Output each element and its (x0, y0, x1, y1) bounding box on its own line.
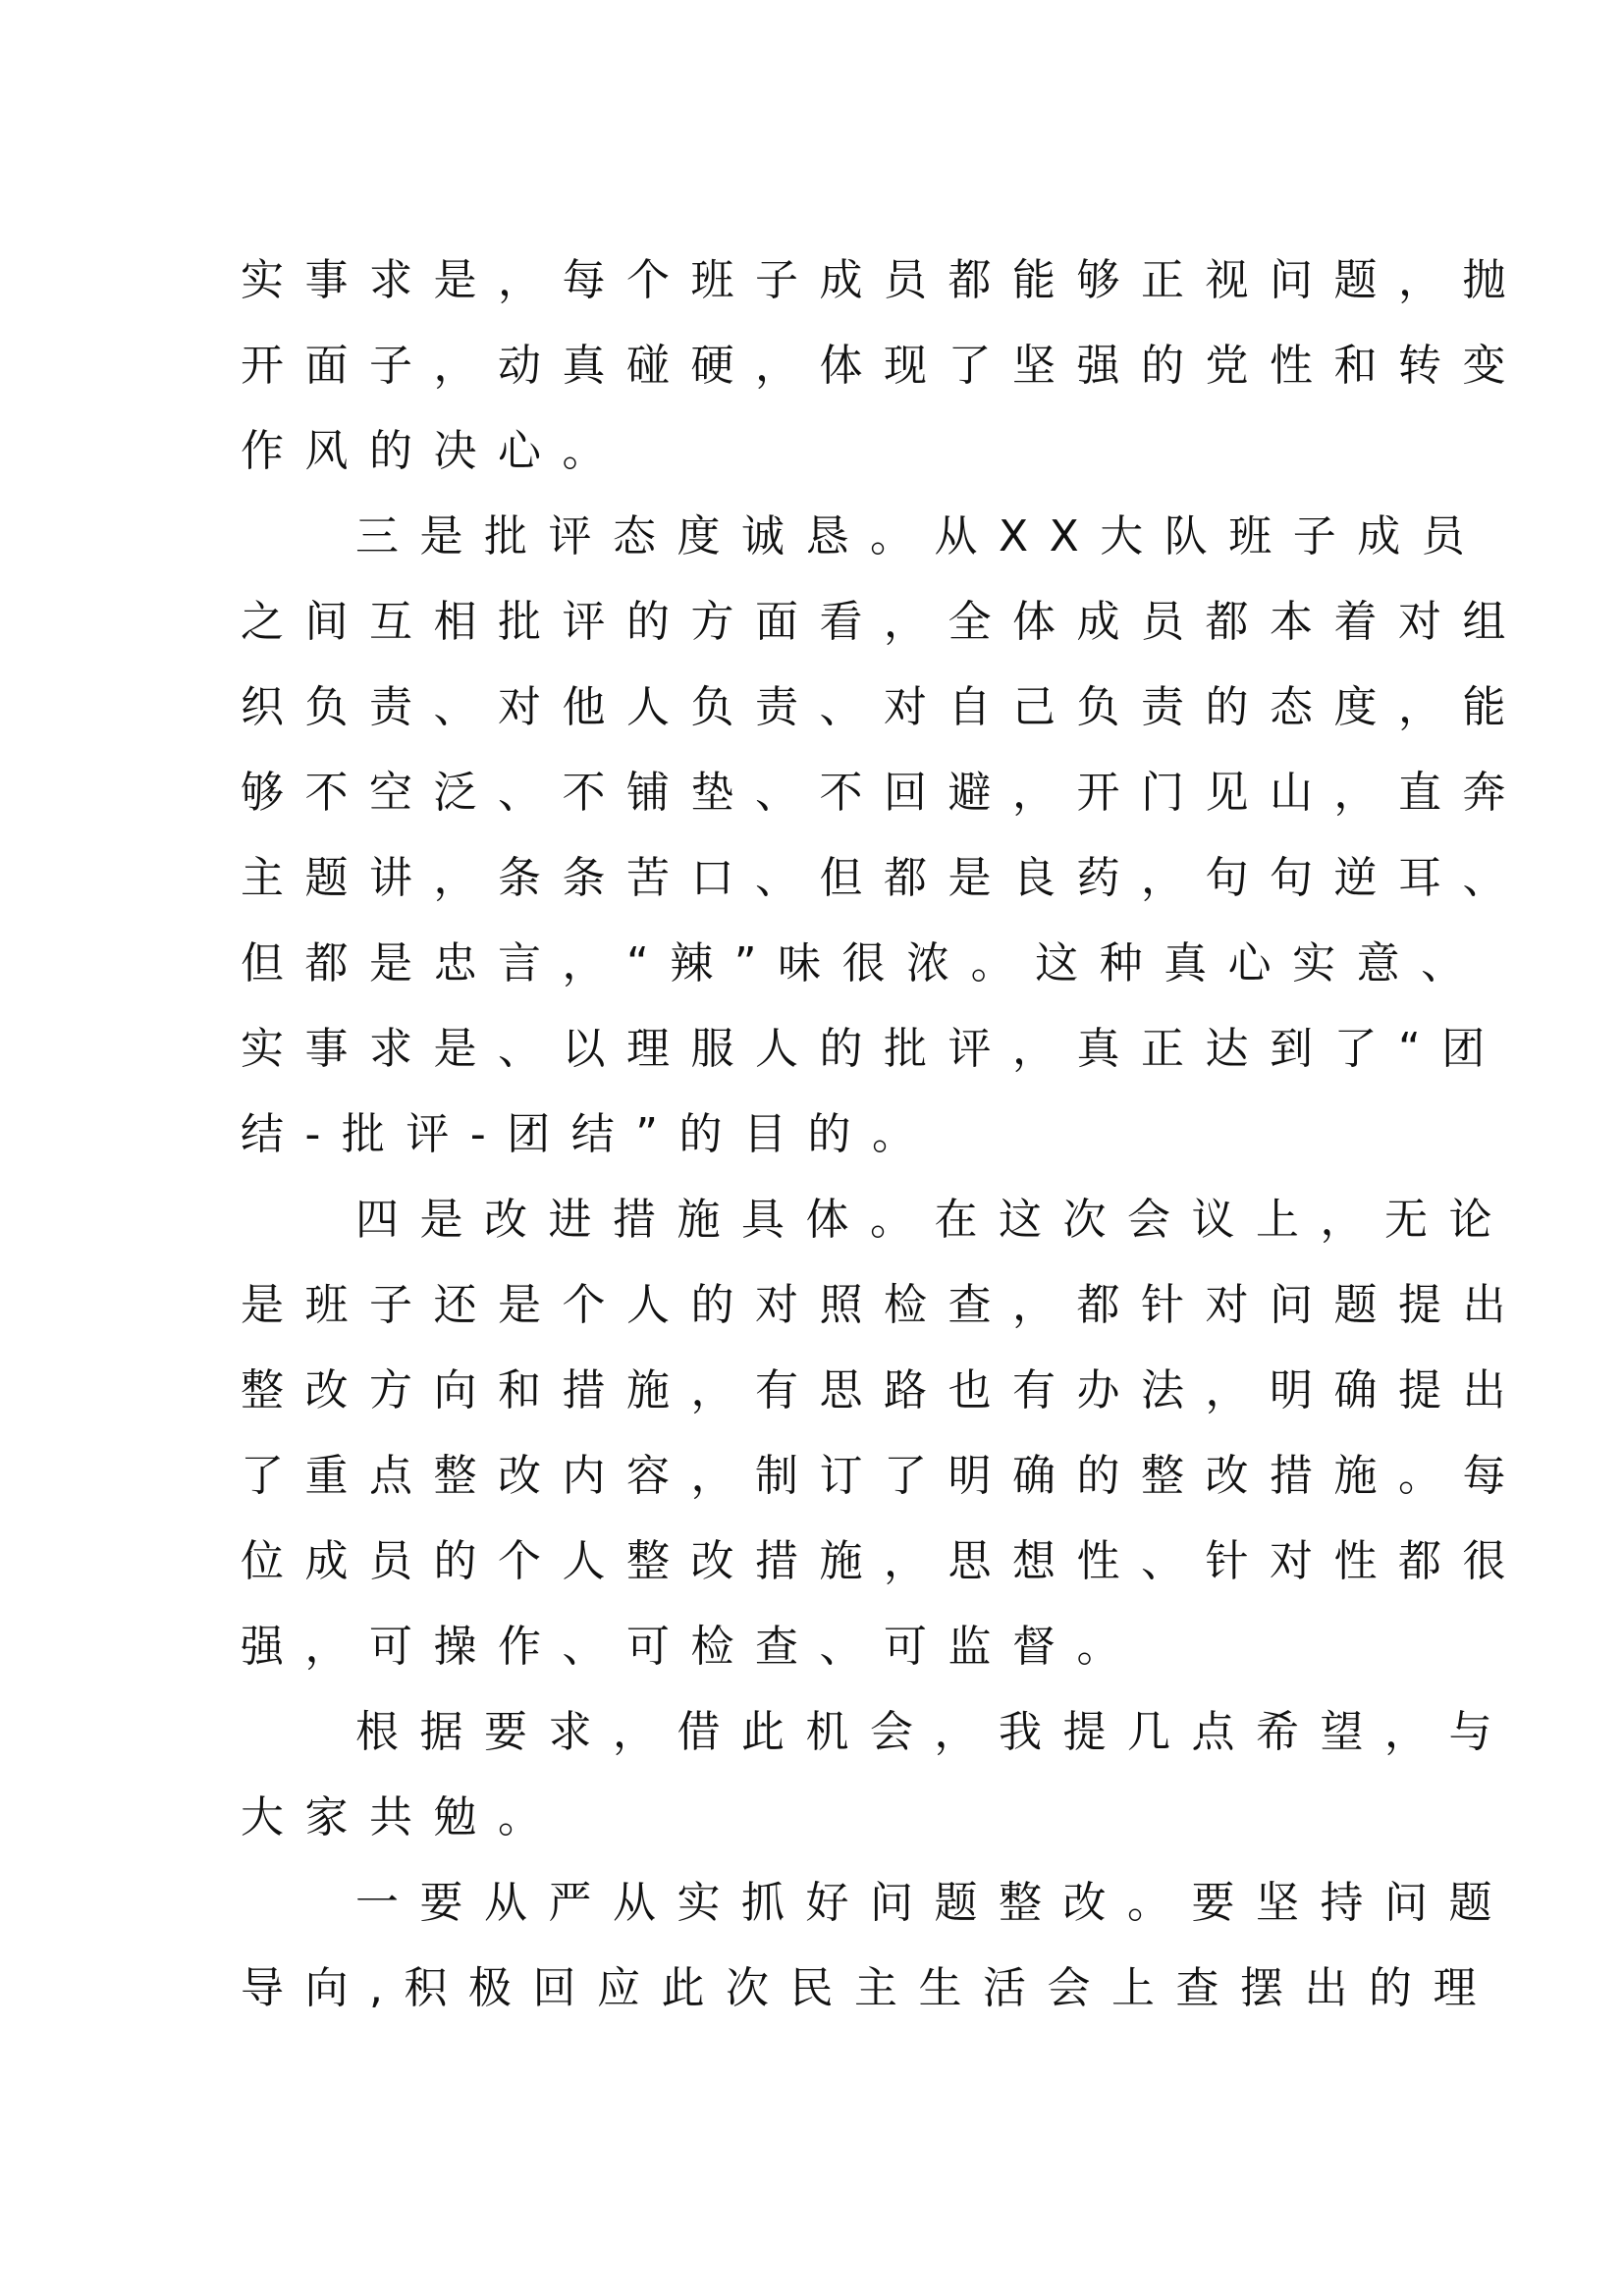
text-line-5: 之间互相批评的方面看，全体成员都本着对组 (241, 597, 1527, 647)
text-line-3: 作风的决心。 (241, 426, 626, 476)
text-line-6: 织负责、对他人负责、对自己负责的态度，能 (241, 682, 1527, 732)
text-line-17: 强，可操作、可检查、可监督。 (241, 1622, 1141, 1672)
text-line-13: 是班子还是个人的对照检查，都针对问题提出 (241, 1280, 1527, 1330)
text-line-19: 大家共勉。 (241, 1792, 563, 1842)
text-line-9: 但都是忠言，“辣”味很浓。这种真心实意、 (241, 938, 1486, 988)
text-line-10: 实事求是、以理服人的批评，真正达到了“团 (241, 1024, 1506, 1074)
text-line-12: 四是改进措施具体。在这次会议上，无论 (355, 1195, 1513, 1245)
text-line-11: 结-批评-团结”的目的。 (241, 1109, 937, 1159)
text-line-15: 了重点整改内容，制订了明确的整改措施。每 (241, 1451, 1527, 1501)
text-line-18: 根据要求，借此机会，我提几点希望，与 (355, 1707, 1513, 1757)
text-line-2: 开面子，动真碰硬，体现了坚强的党性和转变 (241, 341, 1527, 391)
text-line-20: 一要从严从实抓好问题整改。要坚持问题 (355, 1878, 1513, 1928)
text-line-14: 整改方向和措施，有思路也有办法，明确提出 (241, 1365, 1527, 1415)
text-line-21: 导向,积极回应此次民主生活会上查摆出的理 (241, 1963, 1497, 2013)
text-line-16: 位成员的个人整改措施，思想性、针对性都很 (241, 1536, 1527, 1586)
body-text (241, 238, 1527, 2031)
text-line-4: 三是批评态度诚恳。从XX大队班子成员 (355, 511, 1487, 561)
text-line-7: 够不空泛、不铺垫、不回避，开门见山，直奔 (241, 768, 1527, 818)
text-line-1: 实事求是，每个班子成员都能够正视问题，抛 (241, 255, 1527, 305)
text-line-8: 主题讲，条条苦口、但都是良药，句句逆耳、 (241, 853, 1527, 903)
